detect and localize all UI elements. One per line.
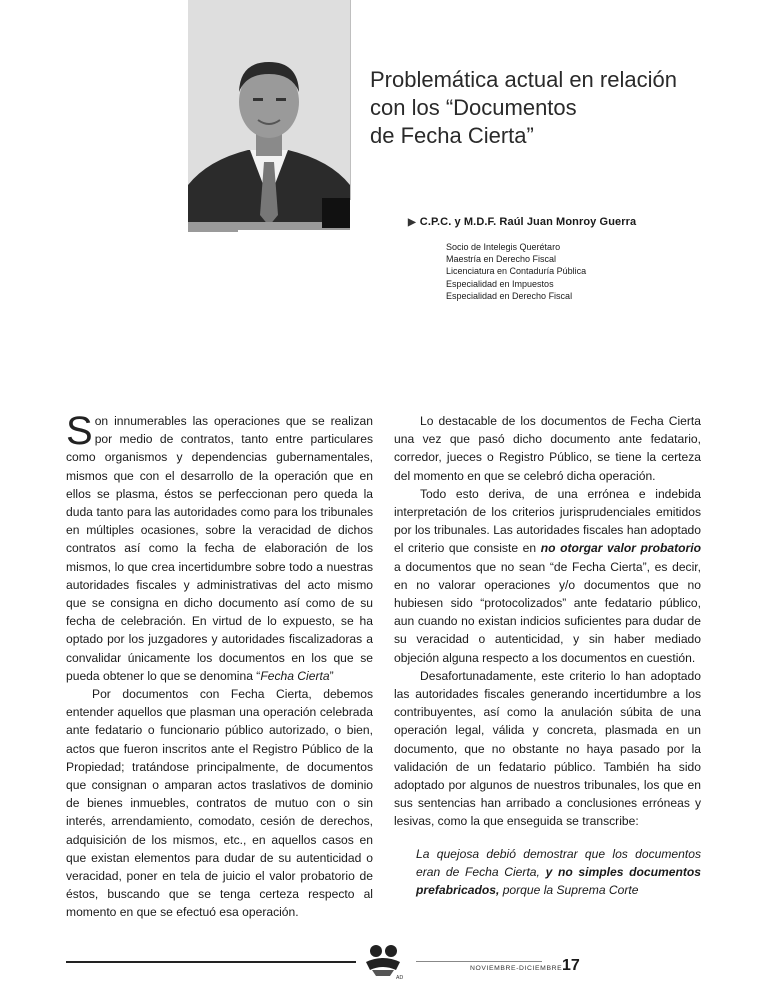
paragraph-text: Todo esto deriva, de una errónea e indebida interpretación de los criterios jurisprudenciales emitidos por los tribunales. Las autoridades fiscales han adoptado el criterio que consiste en — [394, 486, 701, 556]
author-byline — [408, 216, 636, 228]
body-column-right — [394, 412, 701, 899]
paragraph-text: ” — [329, 668, 334, 683]
title-line: de Fecha Cierta” — [370, 123, 534, 148]
author-credentials — [446, 241, 586, 302]
arrow-right-icon: ▶ — [408, 217, 416, 228]
title-line: Problemática actual en relación — [370, 67, 677, 92]
vertical-divider — [350, 0, 351, 200]
emphasis-text: Fecha Cierta — [260, 668, 330, 683]
credential-item: Especialidad en Impuestos — [446, 278, 554, 289]
paragraph — [66, 409, 373, 685]
credential-item: Maestría en Derecho Fiscal — [446, 254, 557, 265]
paragraph: Por documentos con Fecha Cierta, debemos entender aquellos que plasman una operación celebrada ante fedatario o funcionario público autorizado, o bien, actos que fueron inscritos ante el Registro Público de la Propiedad; tratándose principalmente, de documentos que consignan o amparan actos traslativos de dominio de bienes inmuebles, contratos de mutuo con o sin interés, arrendamiento, comodato, cesión de derechos, adquisición de los mismos, etc., en aquellos casos en que existan elementos para dudar de su autenticidad o veracidad, poner en tela de juicio el valor probatorio de éstos, buscando que se tenga certeza respecto al momento en que se efectuó esa operación. — [66, 687, 373, 920]
body-column-left — [66, 409, 373, 922]
paragraph: Desafortunadamente, este criterio lo han adoptado las autoridades fiscales generando incertidumbre a los contribuyentes, así como la anulación súbita de una operación legal, válida y concreta, plasmada en un documento, que no obstante no haya pasado por la validación de un fedatario público. También ha sido adoptado por algunos de nuestros tribunales, los que en sus sentencias han arribado a conclusiones erróneas y lesivas, como la que enseguida se transcribe: — [394, 668, 701, 829]
paragraph — [394, 485, 701, 667]
author-photo — [188, 0, 350, 230]
credential-item: Especialidad en Derecho Fiscal — [446, 290, 573, 301]
quote-emphasis: y no simples documentos prefabricados, — [416, 864, 701, 898]
emphasis-text: no otorgar valor probatorio — [540, 541, 701, 556]
author-name: C.P.C. y M.D.F. Raúl Juan Monroy Guerra — [419, 216, 637, 228]
credential-item: Licenciatura en Contaduría Pública — [446, 266, 587, 277]
decorative-black-block — [322, 198, 350, 228]
paragraph-text: a documentos que no sean “de Fecha Cierta”, es decir, en no valorar operaciones y/o documentos que no hubiesen sido “protocolizados” ante fedatario público, aun cuando no existan indicios suficientes para dudar de su veracidad o autenticidad, y sin haber mediado objeción alguna respecto a los documentos en cuestión. — [394, 559, 701, 665]
drop-cap: S — [66, 409, 93, 453]
article-title — [370, 66, 730, 150]
page-number: 17 — [562, 957, 580, 974]
quote-text: porque la Suprema Corte — [499, 883, 639, 898]
issue-date: NOVIEMBRE-DICIEMBRE — [470, 965, 563, 972]
decorative-gray-strip — [188, 228, 238, 232]
block-quote — [394, 845, 701, 900]
credential-item: Socio de Intelegis Querétaro — [446, 242, 561, 252]
logo-text: AD — [396, 975, 404, 980]
quote-text: La quejosa debió demostrar que los documentos eran de Fecha Cierta, — [416, 846, 701, 879]
author-portrait-image — [188, 0, 350, 230]
footer-rule-left — [66, 961, 356, 963]
paragraph: Lo destacable de los documentos de Fecha Cierta una vez que pasó dicho documento ante fedatario, corredor, jueces o Registro Público, se tiene la certeza del momento en que se celebró dicha operación. — [394, 414, 701, 483]
paragraph-text: on innumerables las operaciones que se realizan por medio de contratos, tanto entre particulares como organismos y dependencias gubernamentales, mismos que con el desarrollo de la operación que en ellos se plasma, éstos se perfeccionan pero queda la duda tanto para las autoridades como para los tribunales en múltiples ocasiones, sobre la veracidad de dichos contratos así como la fecha de elaboración de los mismos, lo que crea incertidumbre sobre todo a nuestras autoridades fiscales y administrativas del acto mismo que se consigna en dicho documento así como de su fecha de celebración. En virtud de lo expuesto, se ha optado por los juzgadores y autoridades fiscalizadoras a convalidar únicamente los documentos en los que se pueda obtener lo que se denomina “ — [66, 414, 373, 683]
publication-logo-icon — [358, 940, 408, 980]
footer-rule-right — [416, 961, 542, 962]
title-line: con los “Documentos — [370, 95, 577, 120]
